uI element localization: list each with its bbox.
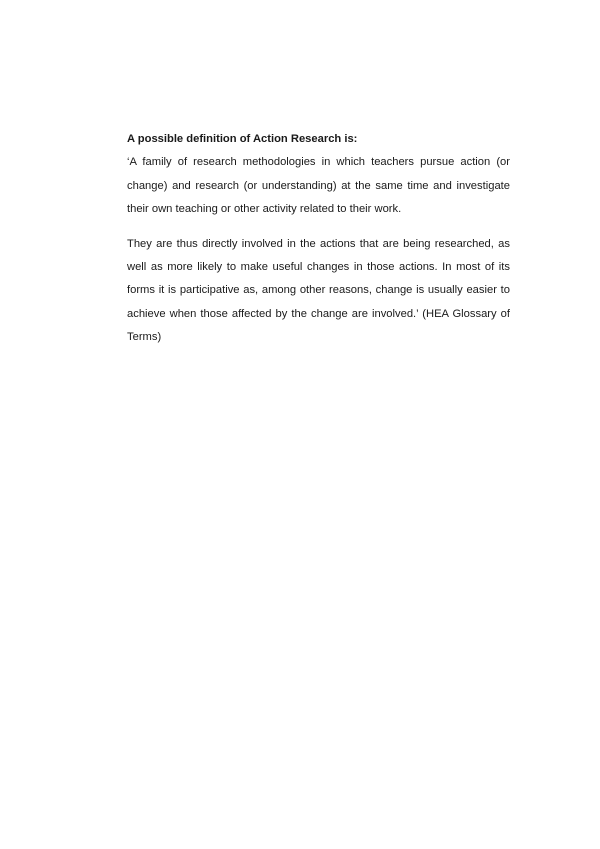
text-line: change) and research (or understanding) at the same time and investigate xyxy=(127,179,510,192)
text-line: ‘A family of research methodologies in which teachers pursue action (or xyxy=(127,156,510,169)
document-heading: A possible definition of Action Research is: xyxy=(127,133,358,145)
text-line: achieve when those affected by the change are involved.’ (HEA Glossary of xyxy=(127,307,510,320)
paragraph xyxy=(127,233,510,350)
text-line: forms it is participative as, among other reasons, change is usually easier to xyxy=(127,284,510,297)
text-line: their own teaching or other activity related to their work. xyxy=(127,202,402,215)
text-line: They are thus directly involved in the actions that are being researched, as xyxy=(127,237,510,250)
paragraphs-container xyxy=(127,151,510,349)
text-line: Terms) xyxy=(127,331,162,344)
document-text xyxy=(127,128,510,349)
text-line: well as more likely to make useful changes in those actions. In most of its xyxy=(127,261,510,274)
paragraph xyxy=(127,151,510,221)
